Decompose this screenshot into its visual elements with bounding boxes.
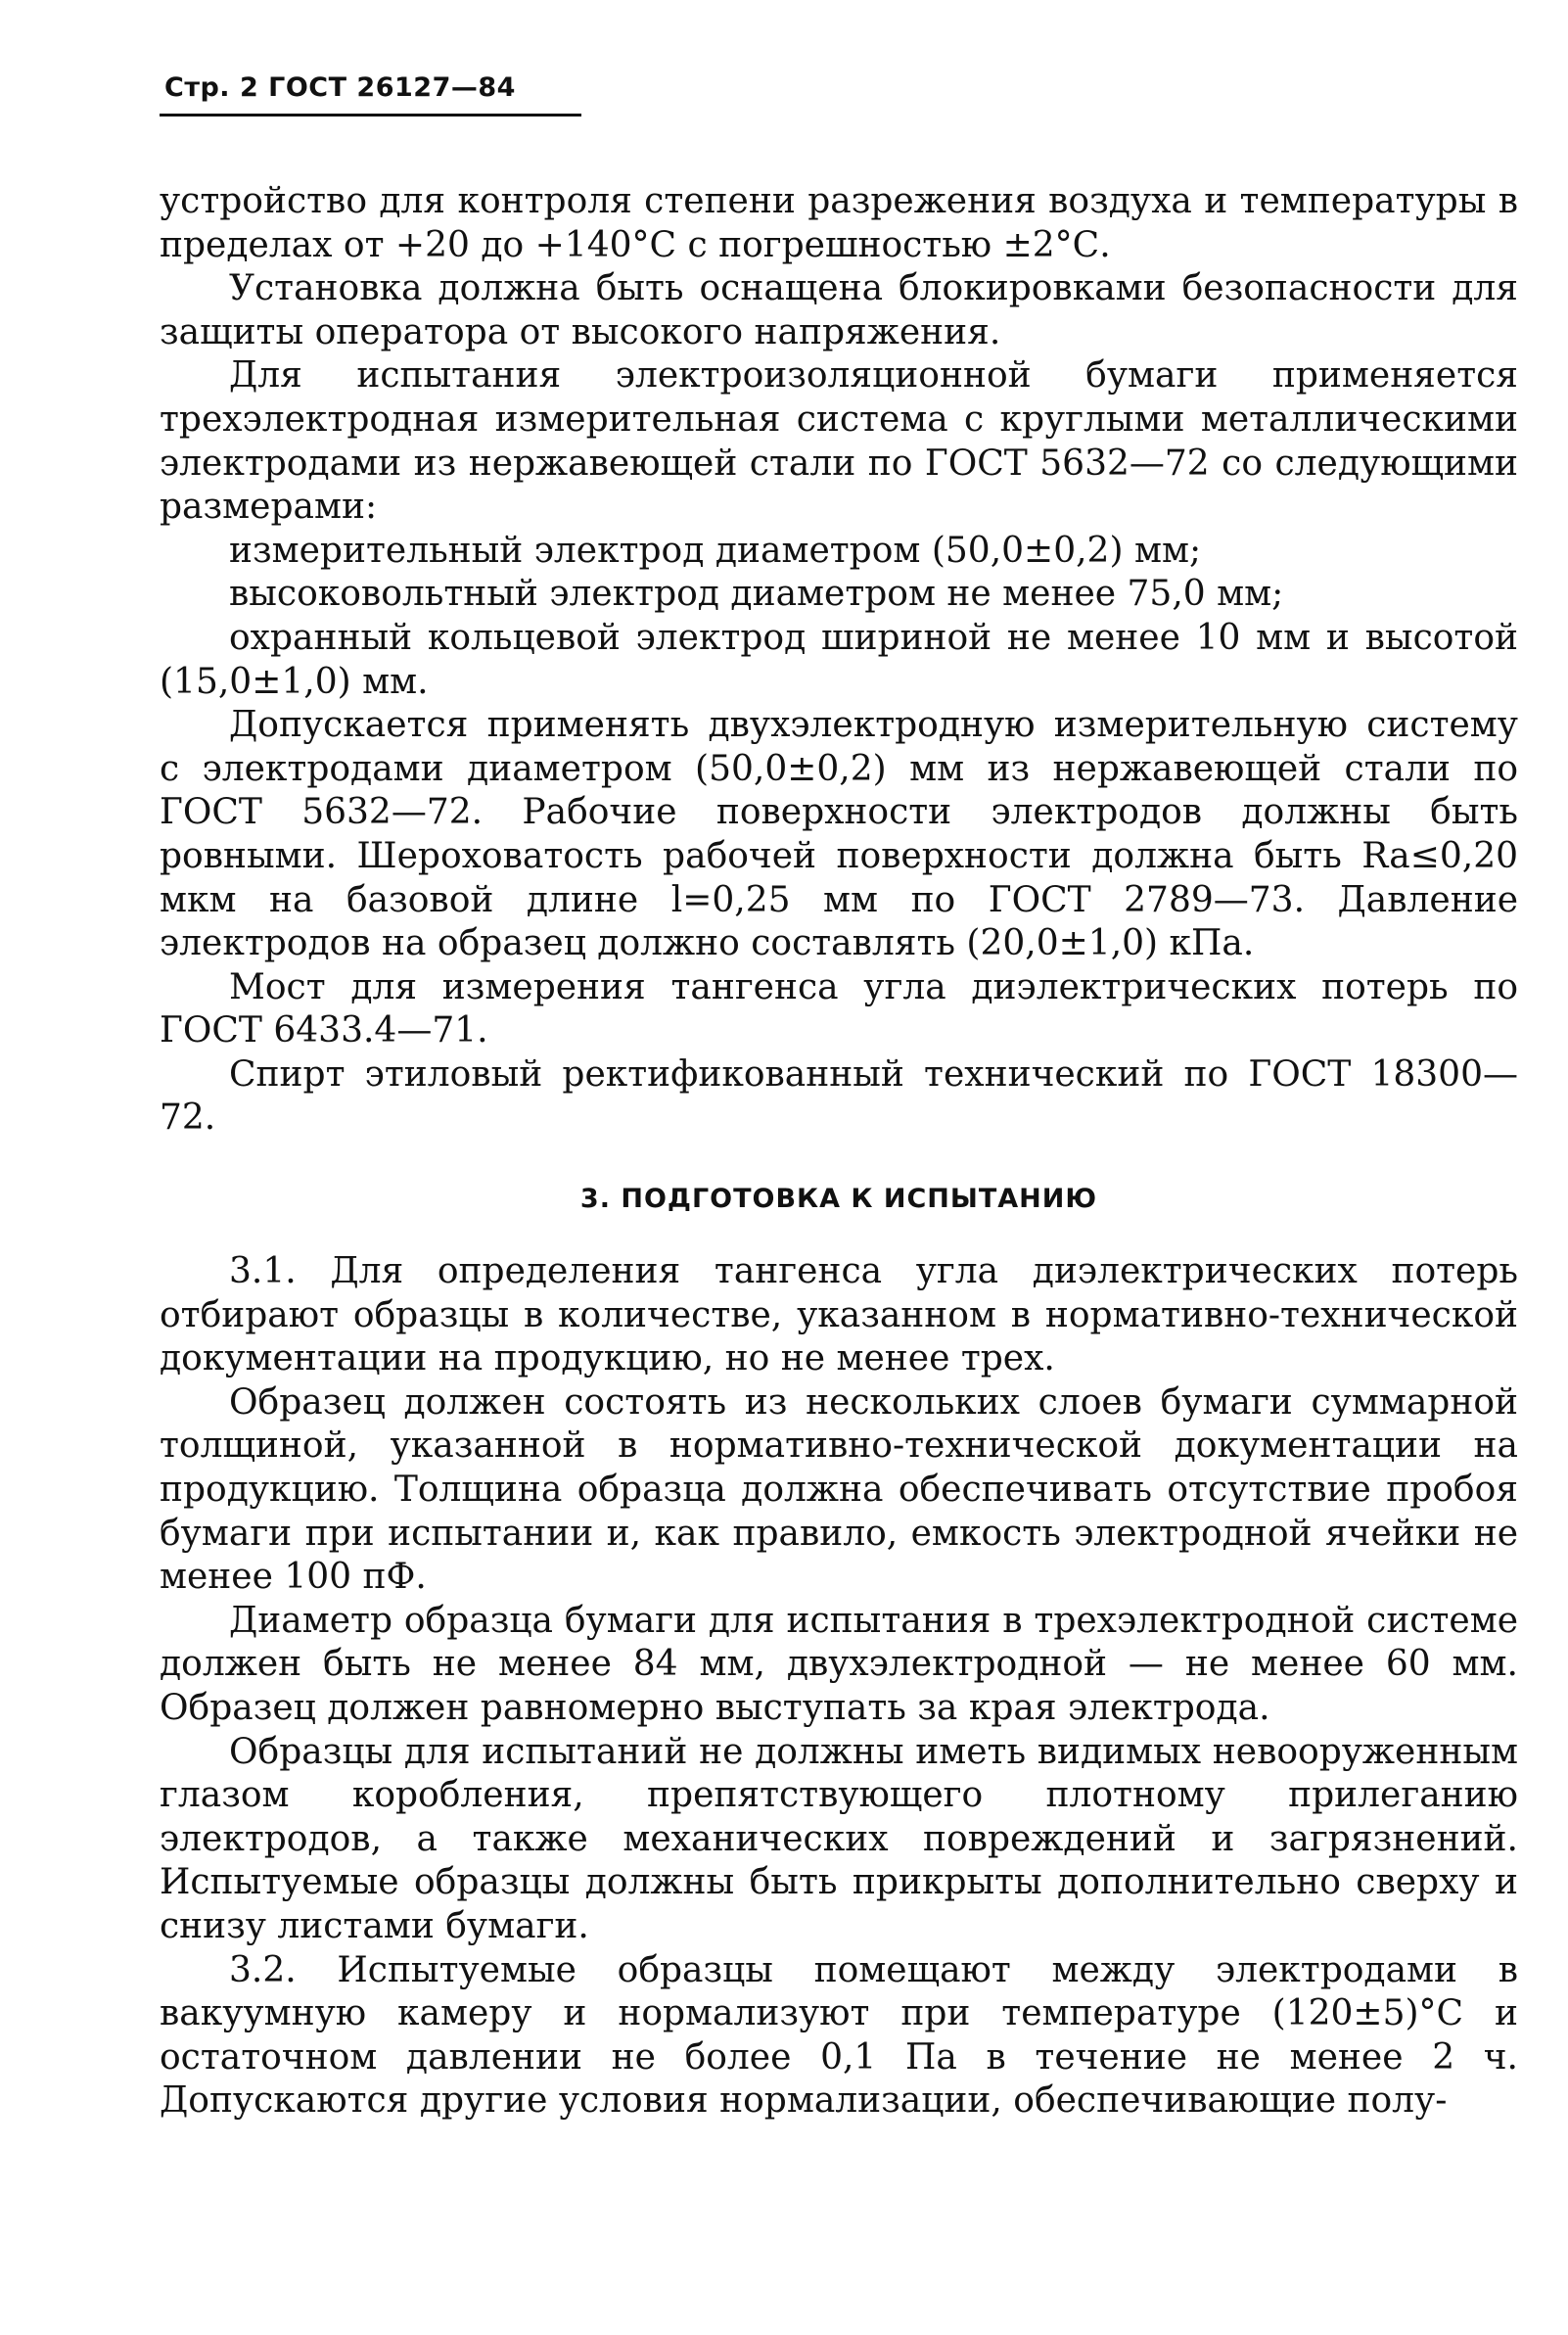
header-rule [160,114,581,117]
paragraph: устройство для контроля степени разрежения воздуха и температуры в пределах от +20 до +140°С с погрешностью ±2°С. [160,181,1518,265]
paragraph: Образцы для испытаний не должны иметь видимых невооруженным глазом коробления, препятствующего плотному прилеганию электродов, а также механических повреждений и загрязнений. Испытуемые образцы должны быть прикрыты дополнительно сверху и снизу листами бумаги. [160,1731,1518,1946]
paragraph: Допускается применять двухэлектродную измерительную систему с электродами диаметром (50,0±0,2) мм из нержавеющей стали по ГОСТ 5632—72. Рабочие поверхности электродов должны быть ровными. Шероховатость рабочей поверхности должна быть Ra≤0,20 мкм на базовой длине l=0,25 мм по ГОСТ 2789—73. Давление электродов на образец должно составлять (20,0±1,0) кПа. [160,705,1518,964]
paragraph: Образец должен состоять из нескольких слоев бумаги суммарной толщиной, указанной в нормативно-технической документации на продукцию. Толщина образца должна обеспечивать отсутствие пробоя бумаги при испытании и, как правило, емкость электродной ячейки не менее 100 пФ. [160,1381,1518,1598]
page-header: Стр. 2 ГОСТ 26127—84 [164,72,516,103]
paragraph: Установка должна быть оснащена блокировками безопасности для защиты оператора от высокого напряжения. [160,268,1518,352]
list-item: высоковольтный электрод диаметром не менее 75,0 мм; [229,574,1284,615]
list-item: измерительный электрод диаметром (50,0±0,2) мм; [229,530,1202,571]
paragraph: Диаметр образца бумаги для испытания в трехэлектродной системе должен быть не менее 84 мм, двухэлектродной — не менее 60 мм. Образец должен равномерно выступать за края электрода. [160,1600,1518,1728]
paragraph: 3.1. Для определения тангенса угла диэлектрических потерь отбирают образцы в количестве, указанном в нормативно-технической документации на продукцию, но не менее трех. [160,1251,1518,1379]
paragraph: Спирт этиловый ректификованный технический по ГОСТ 18300—72. [160,1053,1518,1139]
paragraph: 3.2. Испытуемые образцы помещают между электродами в вакуумную камеру и нормализуют при температуре (120±5)°С и остаточном давлении не более 0,1 Па в течение не менее 2 ч. Допускаются другие условия нормализации, обеспечивающие полу- [160,1949,1518,2122]
section-title: 3. ПОДГОТОВКА К ИСПЫТАНИЮ [579,1184,1098,1215]
document-body [160,180,1518,2124]
paragraph: Мост для измерения тангенса угла диэлектрических потерь по ГОСТ 6433.4—71. [160,966,1518,1051]
list-item: охранный кольцевой электрод шириной не менее 10 мм и высотой (15,0±1,0) мм. [160,617,1518,702]
paragraph: Для испытания электроизоляционной бумаги применяется трехэлектродная измерительная система с круглыми металлическими электродами из нержавеющей стали по ГОСТ 5632—72 со следующими размерами: [160,355,1518,528]
